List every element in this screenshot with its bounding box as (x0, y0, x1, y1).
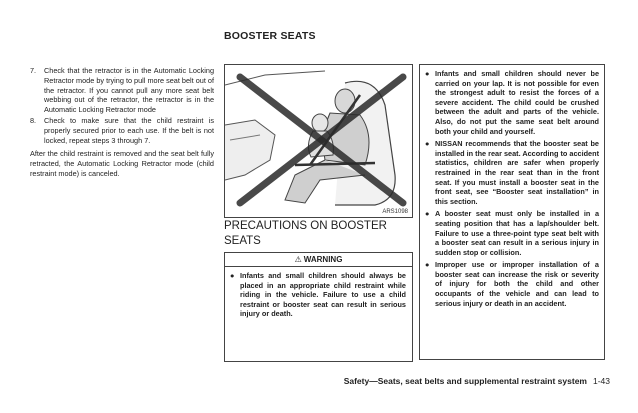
precaution-item (424, 209, 599, 257)
precaution-item (424, 139, 599, 206)
warning-item-text: Infants and small children should always be placed in an appropriate child restraint while riding in the vehicle. Failure to use a child restraint or booster seat can result in serious injury or death. (240, 271, 406, 319)
illustration-figure (224, 64, 413, 218)
precaution-text: NISSAN recommends that the booster seat be installed in the rear seat. According to accident statistics, children are safer when properly restrained in the rear seat than in the front seat. If you must install a booster seat in the front seat, see “Booster seat installation” in this section. (435, 139, 599, 206)
page-footer (344, 376, 610, 386)
section-title: PRECAUTIONS ON BOOSTER SEATS (224, 220, 387, 247)
step-item (30, 66, 214, 115)
warning-header (225, 253, 412, 267)
page-header: BOOSTER SEATS (224, 30, 316, 42)
warning-triangle-icon: ⚠ (294, 255, 302, 264)
precaution-text: Improper use or improper installation of a booster seat can increase the risk or severity of injury for both the child and other occupants of the vehicle and can lead to serious injury or death in an accident. (435, 260, 599, 308)
bullet-icon: ● (425, 209, 430, 219)
warning-label: WARNING (303, 255, 343, 264)
precaution-item (424, 260, 599, 308)
precaution-text: A booster seat must only be installed in a seating position that has a lap/shoulder belt. Failure to use a three-point type seat belt with a booster seat can result in a serious injury in sudden stop or collision. (435, 209, 599, 257)
cancel-paragraph: After the child restraint is removed and the seat belt fully retracted, the Automatic Locking Retractor mode (child restraint mode) is canceled. (30, 149, 214, 178)
step-text: Check that the retractor is in the Automatic Locking Retractor mode by trying to pull more seat belt out of the retractor. If you cannot pull any more seat belt webbing out of the retractor, the retractor is in the Automatic Locking Retractor mode (44, 66, 214, 115)
step-text: Check to make sure that the child restraint is properly secured prior to each use. If the belt is not locked, repeat steps 3 through 7. (44, 115, 214, 145)
left-column (30, 66, 214, 179)
page-number: 1-43 (592, 376, 610, 386)
steps-list (30, 66, 214, 145)
step-number: 7. (30, 66, 37, 75)
step-number: 8. (30, 115, 37, 125)
bullet-icon: ● (425, 69, 430, 78)
child-on-lap-illustration (225, 65, 412, 217)
step-item (30, 116, 214, 145)
right-column-box (419, 64, 605, 360)
precaution-item (424, 69, 599, 136)
precaution-text: Infants and small children should never be carried on your lap. It is not possible for even the strongest adult to resist the forces of a severe accident. The child could be crushed between the adult and parts of the vehicle. Also, do not put the same seat belt around both your child and yourself. (435, 69, 599, 136)
bullet-icon: ● (425, 260, 430, 270)
footer-section: Safety—Seats, seat belts and supplemental restraint system (343, 376, 587, 386)
figure-code: ARS1098 (382, 209, 408, 215)
warning-item (229, 271, 406, 319)
bullet-icon: ● (230, 271, 235, 280)
bullet-icon: ● (425, 139, 430, 149)
warning-box (224, 252, 413, 362)
